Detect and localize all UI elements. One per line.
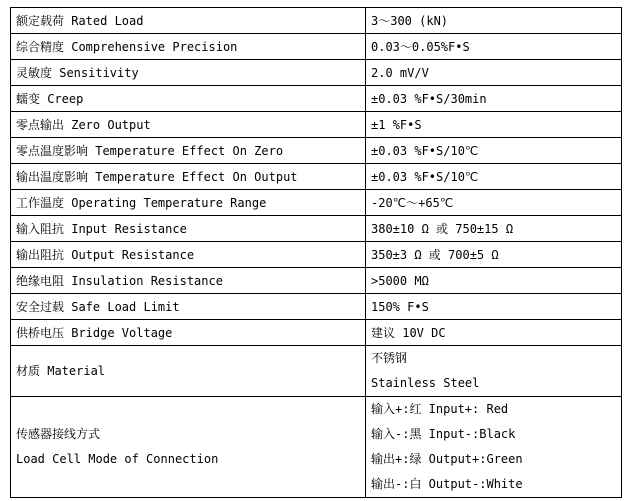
spec-value-zero-output: ±1 %F•S bbox=[366, 112, 622, 138]
table-row bbox=[11, 397, 622, 498]
spec-label-connection bbox=[11, 397, 366, 498]
spec-label-creep: 蠕变 Creep bbox=[11, 86, 366, 112]
table-row bbox=[11, 112, 622, 138]
spec-label-temp-effect-output: 输出温度影响 Temperature Effect On Output bbox=[11, 164, 366, 190]
spec-label-temp-effect-zero: 零点温度影响 Temperature Effect On Zero bbox=[11, 138, 366, 164]
table-row bbox=[11, 346, 622, 397]
connection-output-minus: 输出-:白 Output-:White bbox=[371, 477, 523, 491]
table-row bbox=[11, 8, 622, 34]
spec-label-rated-load: 额定载荷 Rated Load bbox=[11, 8, 366, 34]
spec-label-output-resistance: 输出阻抗 Output Resistance bbox=[11, 242, 366, 268]
spec-value-comprehensive-precision: 0.03～0.05%F•S bbox=[366, 34, 622, 60]
specification-table bbox=[10, 7, 622, 498]
material-value-cn: 不锈钢 bbox=[371, 351, 408, 365]
spec-label-material: 材质 Material bbox=[11, 346, 366, 397]
spec-value-temp-effect-zero: ±0.03 %F•S/10℃ bbox=[366, 138, 622, 164]
spec-value-temp-effect-output: ±0.03 %F•S/10℃ bbox=[366, 164, 622, 190]
spec-value-operating-temperature: -20℃～+65℃ bbox=[366, 190, 622, 216]
spec-value-connection bbox=[366, 397, 622, 498]
spec-value-creep: ±0.03 %F•S/30min bbox=[366, 86, 622, 112]
table-row bbox=[11, 34, 622, 60]
spec-value-input-resistance: 380±10 Ω 或 750±15 Ω bbox=[366, 216, 622, 242]
spec-value-rated-load: 3～300 (kN) bbox=[366, 8, 622, 34]
table-row bbox=[11, 294, 622, 320]
spec-label-insulation-resistance: 绝缘电阻 Insulation Resistance bbox=[11, 268, 366, 294]
spec-value-sensitivity: 2.0 mV/V bbox=[366, 60, 622, 86]
connection-label-cn: 传感器接线方式 bbox=[16, 427, 101, 441]
table-row bbox=[11, 164, 622, 190]
spec-value-output-resistance: 350±3 Ω 或 700±5 Ω bbox=[366, 242, 622, 268]
table-row bbox=[11, 86, 622, 112]
spec-value-safe-load-limit: 150% F•S bbox=[366, 294, 622, 320]
spec-value-material bbox=[366, 346, 622, 397]
spec-value-bridge-voltage: 建议 10V DC bbox=[366, 320, 622, 346]
spec-label-input-resistance: 输入阻抗 Input Resistance bbox=[11, 216, 366, 242]
spec-value-insulation-resistance: >5000 MΩ bbox=[366, 268, 622, 294]
spec-label-zero-output: 零点输出 Zero Output bbox=[11, 112, 366, 138]
table-row bbox=[11, 216, 622, 242]
table-row bbox=[11, 242, 622, 268]
spec-label-safe-load-limit: 安全过载 Safe Load Limit bbox=[11, 294, 366, 320]
material-value-en: Stainless Steel bbox=[371, 376, 480, 390]
table-row bbox=[11, 138, 622, 164]
connection-input-minus: 输入-:黑 Input-:Black bbox=[371, 427, 516, 441]
table-row bbox=[11, 268, 622, 294]
table-row bbox=[11, 190, 622, 216]
connection-output-plus: 输出+:绿 Output+:Green bbox=[371, 452, 523, 466]
spec-label-bridge-voltage: 供桥电压 Bridge Voltage bbox=[11, 320, 366, 346]
spec-label-sensitivity: 灵敏度 Sensitivity bbox=[11, 60, 366, 86]
table-row bbox=[11, 60, 622, 86]
table-row bbox=[11, 320, 622, 346]
connection-input-plus: 输入+:红 Input+: Red bbox=[371, 402, 509, 416]
spec-label-comprehensive-precision: 综合精度 Comprehensive Precision bbox=[11, 34, 366, 60]
connection-label-en: Load Cell Mode of Connection bbox=[16, 452, 219, 466]
spec-label-operating-temperature: 工作温度 Operating Temperature Range bbox=[11, 190, 366, 216]
